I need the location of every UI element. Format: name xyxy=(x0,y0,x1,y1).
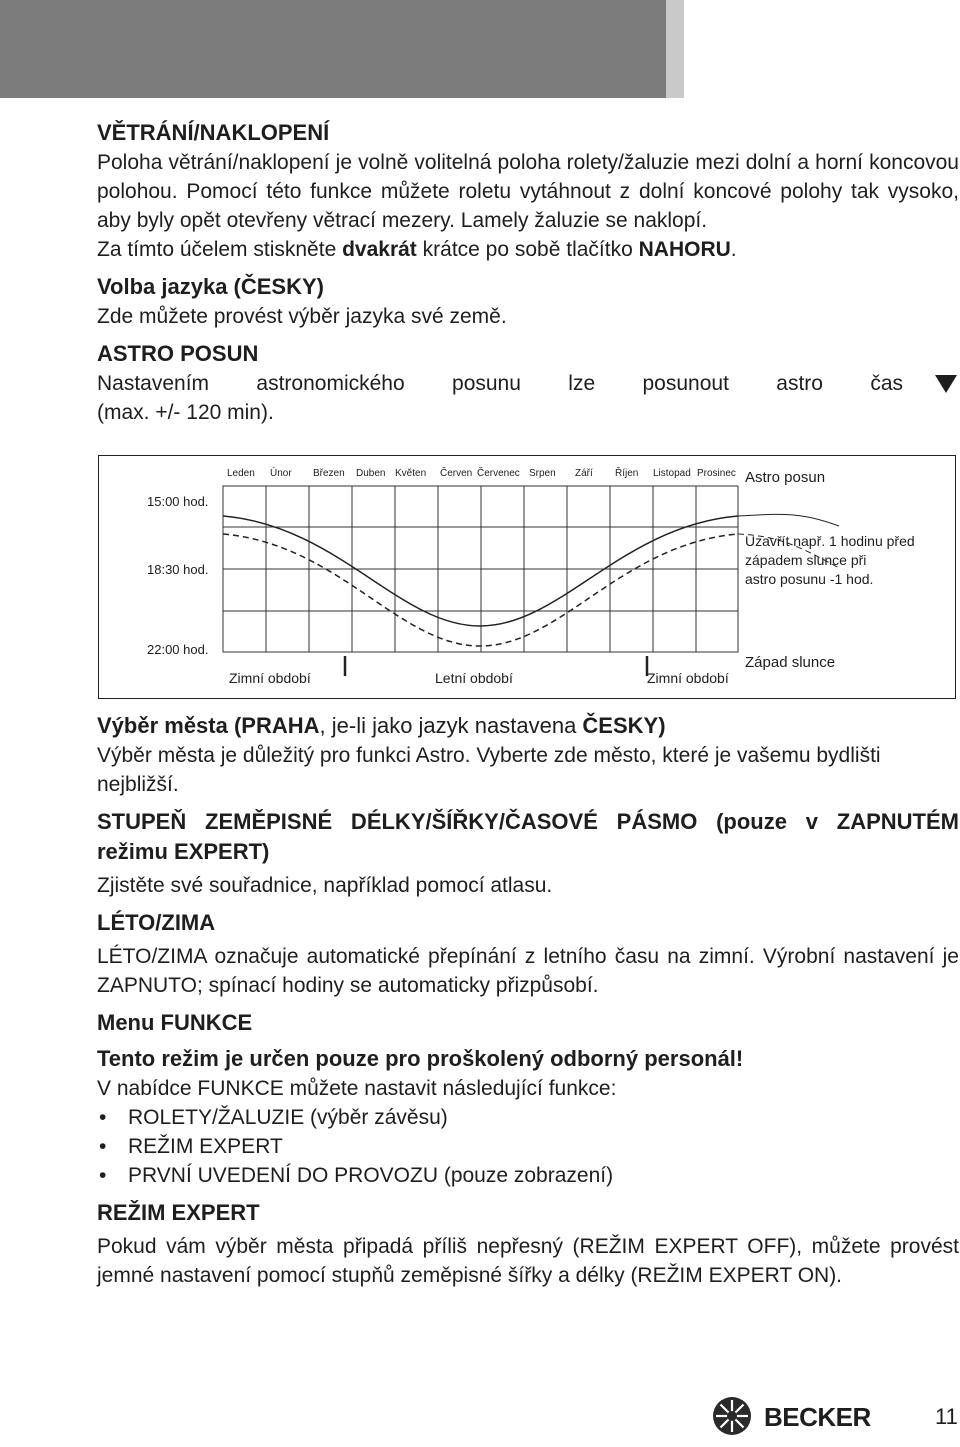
heading-leto: LÉTO/ZIMA xyxy=(97,910,216,935)
instr-pre: Za tímto účelem stiskněte xyxy=(97,238,343,261)
period-label: Zimní období xyxy=(647,670,729,686)
heading-vetrani: VĚTRÁNÍ/NAKLOPENÍ xyxy=(97,120,330,145)
heading-astro: ASTRO POSUN xyxy=(97,341,259,366)
list-item: • ROLETY/ŽALUZIE (výběr závěsu) xyxy=(97,1103,959,1132)
mesto-normal: , je-li jako jazyk nastavena xyxy=(319,713,583,738)
instr-bold-nahoru: NAHORU xyxy=(638,238,731,261)
list-item: • PRVNÍ UVEDENÍ DO PROVOZU (pouze zobrazení) xyxy=(97,1161,959,1190)
funkce-intro: V nabídce FUNKCE můžete nastavit následující funkce: xyxy=(97,1077,617,1100)
instr-bold-dvakrat: dvakrát xyxy=(342,238,417,261)
time-label: 18:30 hod. xyxy=(147,562,209,577)
heading-mesto xyxy=(97,711,959,741)
page-number: 11 xyxy=(935,1404,958,1429)
stupen-text: Zjistěte své souřadnice, například pomocí atlasu. xyxy=(97,874,553,897)
funkce-list xyxy=(97,1103,959,1190)
month-label: Červen xyxy=(440,468,473,479)
becker-logo-icon xyxy=(712,1396,752,1436)
heading-funkce: Menu FUNKCE xyxy=(97,1010,253,1035)
header-bar-accent xyxy=(666,0,684,98)
header-bar xyxy=(0,0,666,98)
month-label: Říjen xyxy=(615,468,639,479)
time-label: 15:00 hod. xyxy=(147,494,209,509)
astro-text-line1: Nastavením astronomického posunu lze posunout astro čas xyxy=(97,372,903,395)
month-label: Květen xyxy=(395,468,427,479)
month-label: Prosinec xyxy=(697,468,736,479)
expert-text: Pokud vám výběr města připadá příliš nepřesný (REŽIM EXPERT OFF), můžete provést jemné nastavení pomocí stupňů zeměpisné šířky a délky (REŽIM EXPERT ON). xyxy=(97,1235,959,1287)
note-line: západem slunce při xyxy=(745,552,867,568)
period-label: Letní období xyxy=(435,670,513,686)
instr-end: . xyxy=(730,238,737,261)
heading-expert: REŽIM EXPERT xyxy=(97,1200,260,1225)
mesto-bold1: Výběr města (PRAHA xyxy=(97,713,320,738)
footer-brand: BECKER xyxy=(764,1402,871,1432)
period-label: Zimní období xyxy=(229,670,311,686)
month-label: Září xyxy=(575,468,593,479)
month-label: Duben xyxy=(356,468,386,479)
instr-mid: krátce po sobě tlačítko xyxy=(416,238,639,261)
vetrani-instruction xyxy=(97,235,959,264)
note-line: Uzavřít např. 1 hodinu před xyxy=(745,533,915,549)
mesto-text: Výběr města je důležitý pro funkci Astro. Vyberte zde město, které je vašemu bydlišti nejbližší. xyxy=(97,744,881,796)
astro-text-block xyxy=(97,369,959,427)
diagram-grid xyxy=(223,486,738,652)
time-label: 22:00 hod. xyxy=(147,642,209,657)
note-line: astro posunu -1 hod. xyxy=(745,571,874,587)
funkce-warning: Tento režim je určen pouze pro proškolený odborný personál! xyxy=(97,1046,744,1071)
mesto-bold2: ČESKY) xyxy=(582,713,666,738)
astro-text-line2: (max. +/- 120 min). xyxy=(97,401,274,424)
month-label: Červenec xyxy=(477,468,520,479)
month-label: Březen xyxy=(313,468,345,479)
heading-jazyk: Volba jazyka (ČESKY) xyxy=(97,274,324,299)
heading-stupen: STUPEŇ ZEMĚPISNÉ DÉLKY/ŠÍŘKY/ČASOVÉ PÁSMO (pouze v ZAPNUTÉM režimu EXPERT) xyxy=(97,809,959,864)
note-leader-line xyxy=(738,514,839,526)
legend-astro-posun: Astro posun xyxy=(745,469,826,486)
triangle-down-icon xyxy=(935,375,957,393)
vetrani-text: Poloha větrání/naklopení je volně volitelná poloha rolety/žaluzie mezi dolní a horní koncovou polohou. Pomocí této funkce můžete roletu vytáhnout z dolní koncové polohy tak vysoko, aby byly opět otevřeny větrací mezery. Lamely žaluzie se naklopí. xyxy=(97,151,959,232)
page-content xyxy=(97,118,959,1290)
jazyk-text: Zde můžete provést výběr jazyka své země. xyxy=(97,305,507,328)
month-label: Srpen xyxy=(529,468,556,479)
month-label: Únor xyxy=(270,468,292,479)
leto-text: LÉTO/ZIMA označuje automatické přepínání z letního času na zimní. Výrobní nastavení je ZAPNUTO; spínací hodiny se automaticky přizpůsobí. xyxy=(97,945,959,997)
astro-diagram xyxy=(98,455,956,699)
month-label: Leden xyxy=(227,468,255,479)
list-item: • REŽIM EXPERT xyxy=(97,1132,959,1161)
legend-zapad-slunce: Západ slunce xyxy=(745,654,836,671)
month-label: Listopad xyxy=(653,468,691,479)
